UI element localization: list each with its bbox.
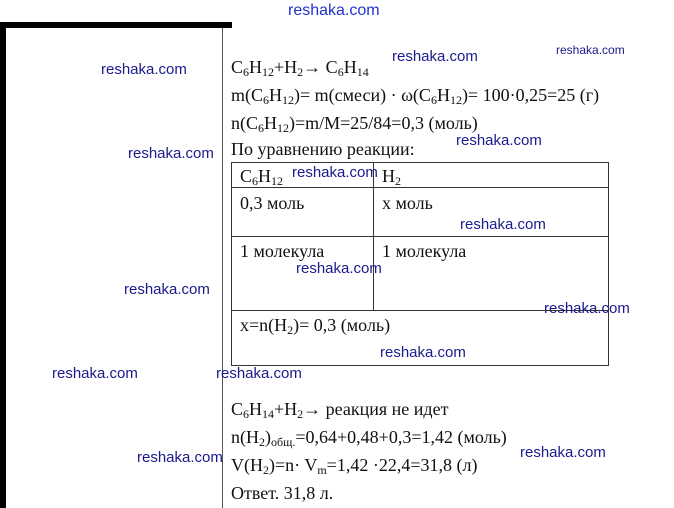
watermark: reshaka.com xyxy=(520,444,606,461)
hexane-no-reaction: $C_6H_{14}+H_2\to$ реакция не идет xyxy=(231,399,449,421)
table-cell-moles-h2: x моль xyxy=(382,193,433,213)
watermark-top: reshaka.com xyxy=(288,2,380,19)
table-row-divider xyxy=(232,187,608,188)
column-divider xyxy=(222,28,223,508)
mass-calculation: $m(C_6H_{12})=$ m(смеси) · $\omega(C_6H_{12})= 100\cdot 0,25=25$ (г) xyxy=(231,85,600,107)
volume-h2: $V(H_2)=n\cdot V_m=1,42 \cdot 22,4=31,8$ (л) xyxy=(231,455,478,477)
watermark: reshaka.com xyxy=(380,344,466,361)
table-cell-molecule-c6h12: 1 молекула xyxy=(240,241,325,261)
table-cell-moles-c6h12: 0,3 моль xyxy=(240,193,305,213)
watermark: reshaka.com xyxy=(556,43,625,57)
proportion-table xyxy=(231,162,609,366)
watermark: reshaka.com xyxy=(101,61,187,78)
watermark: reshaka.com xyxy=(292,164,378,181)
top-black-bar xyxy=(0,22,232,28)
table-cell-molecule-h2: 1 молекула xyxy=(382,241,467,261)
moles-calculation: $n(C_6H_{12})=m/M=25/84=0,3$ (моль) xyxy=(231,113,478,135)
equation-hydrogenation: $C_6H_{12}+H_2\to C_6H_{14}$ xyxy=(231,57,369,79)
watermark: reshaka.com xyxy=(137,449,223,466)
left-black-border xyxy=(0,22,6,508)
table-header-c6h12: $C_6H_{12}$ xyxy=(240,166,284,188)
table-header-h2: $H_2$ xyxy=(382,166,401,188)
watermark: reshaka.com xyxy=(216,365,302,382)
watermark: reshaka.com xyxy=(392,48,478,65)
answer: Ответ. 31,8 л. xyxy=(231,483,334,503)
watermark: reshaka.com xyxy=(124,281,210,298)
watermark: reshaka.com xyxy=(128,145,214,162)
watermark: reshaka.com xyxy=(460,216,546,233)
table-row-divider xyxy=(232,236,608,237)
watermark: reshaka.com xyxy=(544,300,630,317)
table-col-divider xyxy=(373,163,374,311)
reaction-label: По уравнению реакции: xyxy=(231,139,415,159)
watermark: reshaka.com xyxy=(296,260,382,277)
watermark: reshaka.com xyxy=(456,132,542,149)
total-moles-h2: $n(H_2)_{общ.}=0,64+0,48+0,3=1,42$ (моль) xyxy=(231,427,507,449)
table-result: $x=n(H_2)= 0,3$ (моль) xyxy=(240,315,391,337)
watermark: reshaka.com xyxy=(52,365,138,382)
